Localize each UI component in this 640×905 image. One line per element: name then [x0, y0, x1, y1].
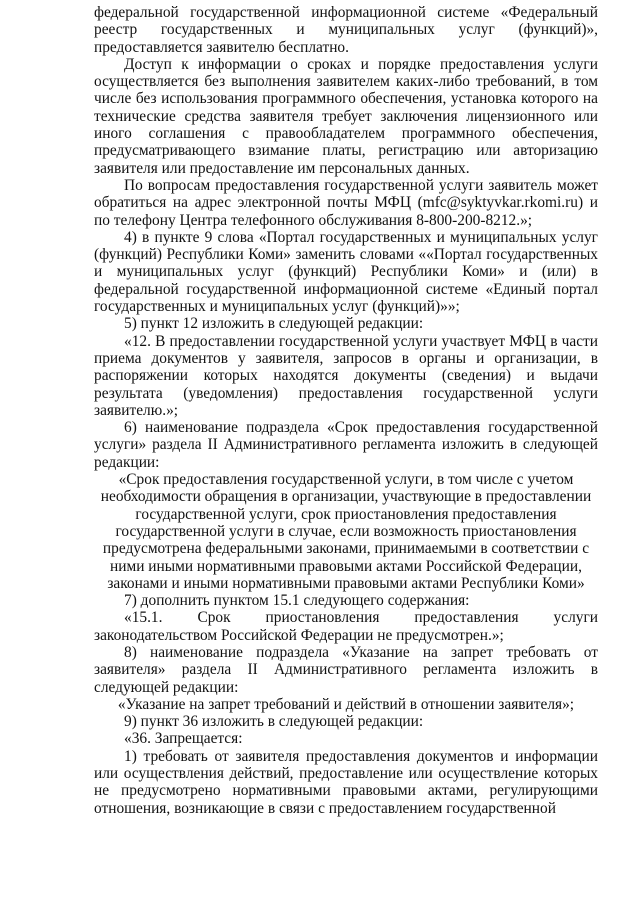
paragraph-subsection-title: «Срок предоставления государственной услуги, в том числе с учетом необходимости обращения в организации, участвующие в предоставлении государственной услуги, срок приостановления предоставления государственной услуги в случае, если возможность приостановления предусмотрена федеральными законами, принимаемыми в соответствии с ними иными нормативными правовыми актами Российской Федерации, законами и иными нормативными правовыми актами Республики Коми»	[100, 471, 592, 592]
paragraph-item-8: 8) наименование подраздела «Указание на запрет требовать от заявителя» раздела II Административного регламента изложить в следующей редакции:	[94, 643, 598, 696]
paragraph-item-6: 6) наименование подраздела «Срок предоставления государственной услуги» раздела II Административного регламента изложить в следующей редакции:	[94, 419, 598, 471]
paragraph-subpoint-1: 1) требовать от заявителя предоставления документов и информации или осуществления действий, предоставление или осуществление которых не предусмотрено нормативными правовыми актами, регулирующими отношения, возникающие в связи с предоставлением государственной	[94, 747, 598, 817]
paragraph-item-4: 4) в пункте 9 слова «Портал государственных и муниципальных услуг (функций) Республики Коми» заменить словами ««Портал государственных и муниципальных услуг (функций) Республики Коми» и (или) в федеральной государственной информационной системе «Единый портал государственных и муниципальных услуг (функций)»»;	[94, 228, 598, 316]
paragraph-continuation: федеральной государственной информационной системе «Федеральный реестр государственных и муниципальных услуг (функций)», предоставляется заявителю бесплатно.	[94, 4, 598, 56]
paragraph-item-7: 7) дополнить пунктом 15.1 следующего содержания:	[124, 592, 470, 610]
paragraph-contact: По вопросам предоставления государственной услуги заявитель может обратиться на адрес электронной почты МФЦ (mfc@syktyvkar.rkomi.ru) и по телефону Центра телефонного обслуживания 8-800-200-8212.»;	[94, 176, 598, 229]
paragraph-point-12: «12. В предоставлении государственной услуги участвует МФЦ в части приема документов у заявителя, запросов в органы и организации, в распоряжении которых находятся документы (сведения) и выдачи результата (уведомления) предоставления государственной услуги заявителю.»;	[94, 332, 598, 419]
paragraph-point-15-1: «15.1. Срок приостановления предоставления услуги законодательством Российской Федерации не предусмотрен.»;	[94, 609, 598, 644]
paragraph-point-36: «36. Запрещается:	[124, 730, 243, 748]
paragraph-item-9: 9) пункт 36 изложить в следующей редакции:	[124, 713, 424, 731]
paragraph-prohibition-title: «Указание на запрет требований и действий в отношении заявителя»;	[117, 695, 575, 713]
paragraph-item-5: 5) пункт 12 изложить в следующей редакции:	[124, 315, 424, 333]
paragraph-access-info: Доступ к информации о сроках и порядке предоставления услуги осуществляется без выполнения заявителем каких-либо требований, в том числе без использования программного обеспечения, установка которого на технические средства заявителя требует заключения лицензионного или иного соглашения с правообладателем программного обеспечения, предусматривающего взимание платы, регистрацию или авторизацию заявителя или предоставление им персональных данных.	[94, 55, 598, 177]
